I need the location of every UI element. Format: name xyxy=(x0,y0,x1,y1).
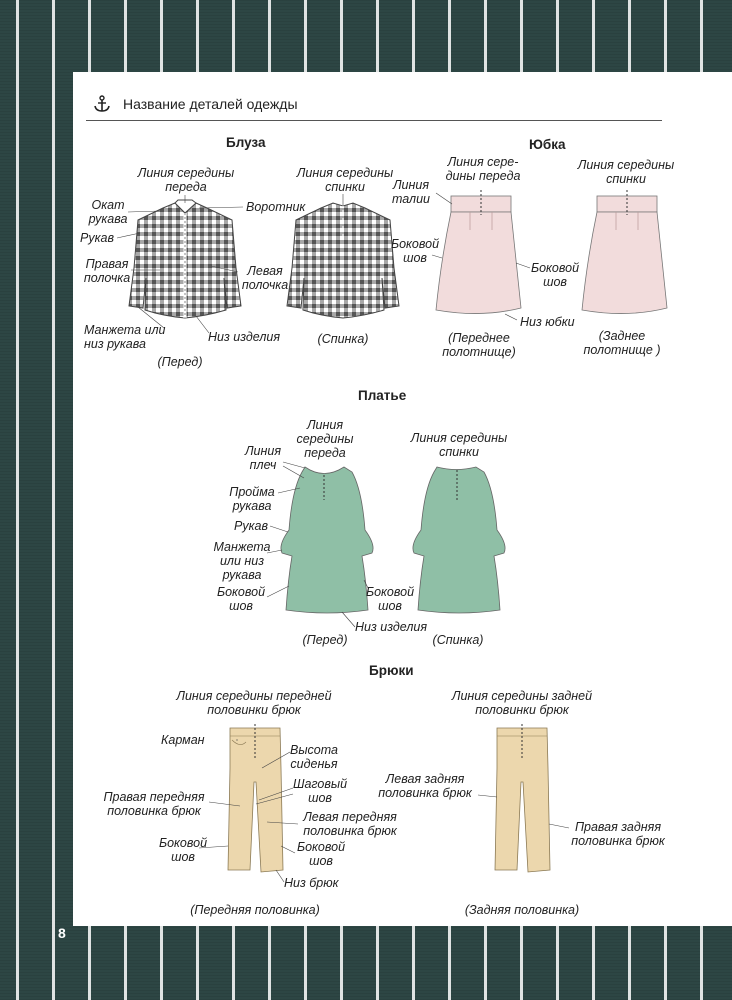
label-armhole: Пройма рукава xyxy=(229,485,275,513)
label-dress-center-front: Линия середины переда xyxy=(296,418,354,460)
skirt-front xyxy=(436,190,521,314)
label-skirt-hem: Низ юбки xyxy=(520,315,575,329)
label-pants-center-front: Линия середины передней половинки брюк xyxy=(176,689,332,717)
label-rise: Высота сиденья xyxy=(290,743,338,771)
label-pocket: Карман xyxy=(161,733,205,747)
blouse-title: Блуза xyxy=(226,135,266,150)
label-dress-hem: Низ изделия xyxy=(355,620,428,634)
dress-back xyxy=(413,467,505,613)
label-pants-side-seam: Боковой шов xyxy=(158,836,208,864)
label-left-front: Левая полочка xyxy=(241,264,289,292)
label-left-back-half: Левая задняя половинка брюк xyxy=(378,772,472,800)
label-waistline: Линия талии xyxy=(391,178,431,206)
label-pants-front-view: (Передняя половинка) xyxy=(190,903,320,917)
skirt-back xyxy=(582,190,667,314)
label-skirt-side-seam-left: Боковой шов xyxy=(390,237,440,265)
label-inseam: Шаговый шов xyxy=(292,777,348,805)
label-skirt-center-back: Линия середины спинки xyxy=(577,158,675,186)
label-pants-back-view: (Задняя половинка) xyxy=(464,903,580,917)
label-blouse-sleeve: Рукав xyxy=(80,231,114,245)
skirt-title: Юбка xyxy=(529,137,566,152)
blouse-front xyxy=(129,200,241,318)
pants-front xyxy=(228,724,283,872)
label-dress-center-back: Линия середины спинки xyxy=(410,431,508,459)
pants-title: Брюки xyxy=(369,663,414,678)
dress-title: Платье xyxy=(358,388,407,403)
label-dress-side-seam-right: Боковой шов xyxy=(365,585,415,613)
pants-back xyxy=(495,724,550,872)
label-blouse-front-view: (Перед) xyxy=(157,355,203,369)
label-dress-sleeve: Рукав xyxy=(234,519,268,533)
label-pants-hem: Низ брюк xyxy=(284,876,339,890)
label-right-back-half: Правая задняя половинка брюк xyxy=(571,820,665,848)
label-skirt-front-view: (Переднее полотнище) xyxy=(442,331,516,359)
label-blouse-back-view: (Спинка) xyxy=(317,332,369,346)
label-blouse-hem: Низ изделия xyxy=(208,330,281,344)
label-right-front: Правая полочка xyxy=(83,257,131,285)
blouse-back xyxy=(287,203,399,318)
label-dress-side-seam-left: Боковой шов xyxy=(216,585,266,613)
label-blouse-center-back: Линия середины спинки xyxy=(296,166,394,194)
page-number: 8 xyxy=(58,925,66,941)
label-sleeve-cap: Окат рукава xyxy=(88,198,128,226)
label-right-front-half: Правая передняя половинка брюк xyxy=(103,790,205,818)
label-dress-back-view: (Спинка) xyxy=(432,633,484,647)
label-shoulder-line: Линия плеч xyxy=(244,444,282,472)
label-pants-center-back: Линия середины задней половинки брюк xyxy=(451,689,593,717)
label-skirt-back-view: (Заднее полотнище ) xyxy=(583,329,661,357)
label-pants-side-seam-right: Боковой шов xyxy=(296,840,346,868)
label-left-front-half: Левая передняя половинка брюк xyxy=(303,810,397,838)
label-blouse-cuff: Манжета или низ рукава xyxy=(84,323,166,351)
label-skirt-center-front: Линия сере- дины переда xyxy=(445,155,521,183)
label-skirt-side-seam-right: Боковой шов xyxy=(530,261,580,289)
label-blouse-center-front: Линия середины переда xyxy=(137,166,235,194)
label-dress-cuff: Манжета или низ рукава xyxy=(213,540,271,582)
label-collar: Воротник xyxy=(246,200,306,214)
label-dress-front-view: (Перед) xyxy=(302,633,348,647)
page-title: Название деталей одежды xyxy=(123,96,298,112)
